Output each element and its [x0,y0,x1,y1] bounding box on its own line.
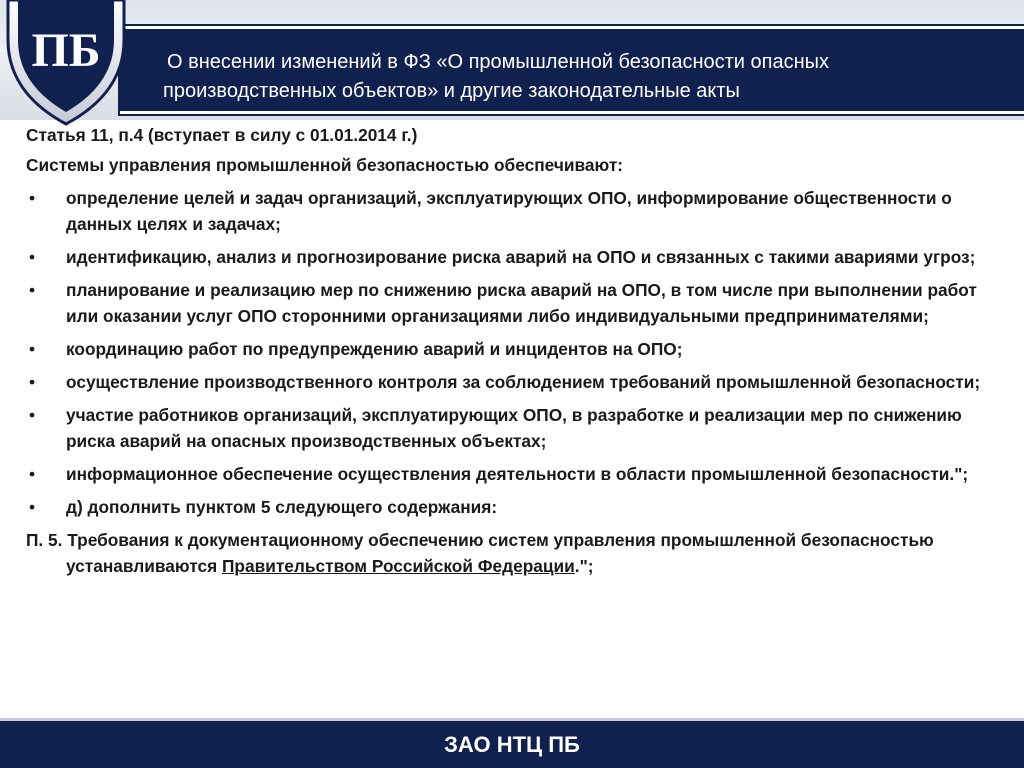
bullet-icon: • [29,497,36,517]
list-item-text: д) дополнить пунктом 5 следующего содержания: [66,497,498,517]
list-item-text: координацию работ по предупреждению аварий и инцидентов на ОПО; [66,339,683,359]
pb-shield-logo-icon [0,0,132,126]
list-item-text: информационное обеспечение осуществления деятельности в области промышленной безопасности."; [66,464,969,484]
list-item-text: участие работников организаций, эксплуатирующих ОПО, в разработке и реализации мер по снижению риска аварий на опасных производственных объектах; [66,405,962,451]
list-item [26,244,1002,270]
bullet-icon: • [29,405,36,425]
list-item [26,461,1002,487]
list-item-text: планирование и реализацию мер по снижению риска аварий на ОПО, в том числе при выполнении работ или оказании услуг ОПО сторонними организациями либо индивидуальными предпринимателями; [66,280,977,326]
bullet-icon: • [29,339,36,359]
list-item [26,369,1002,395]
bullet-icon: • [29,247,36,267]
government-link[interactable]: Правительством Российской Федерации [221,556,575,576]
list-item [26,402,1002,454]
footer-company-name: ЗАО НТЦ ПБ [444,731,580,757]
intro-text: Системы управления промышленной безопасностью обеспечивают: [26,155,624,175]
list-item [26,494,1002,520]
point-5-paragraph [26,527,1002,579]
title-line-2: производственных объектов» и другие законодательные акты [163,80,740,102]
slide-content [26,122,1002,583]
logo-text: ПБ [31,24,101,77]
list-item [26,336,1002,362]
list-item-text: осуществление производственного контроля за соблюдением требований промышленной безопасности; [66,372,981,392]
list-item [26,185,1002,237]
point-5-text: П. 5. Требования к документационному обеспечению систем управления промышленной безопасностью устанавливаются [26,530,934,576]
bullet-icon: • [29,280,36,300]
title-line-1: О внесении изменений в ФЗ «О промышленной безопасности опасных [167,51,830,73]
bullet-icon: • [29,464,36,484]
point-5-suffix: ."; [574,556,594,576]
page-title [165,48,985,106]
bullet-icon: • [29,188,36,208]
footer-bar [0,718,1024,768]
list-item [26,277,1002,329]
bullet-icon: • [29,372,36,392]
list-item-text: определение целей и задач организаций, эксплуатирующих ОПО, информирование общественности о данных целях и задачах; [66,188,952,234]
list-item-text: идентификацию, анализ и прогнозирование риска аварий на ОПО и связанных с такими авариями угроз; [66,247,976,267]
article-reference: Статья 11, п.4 (вступает в силу с 01.01.2014 г.) [26,125,418,145]
